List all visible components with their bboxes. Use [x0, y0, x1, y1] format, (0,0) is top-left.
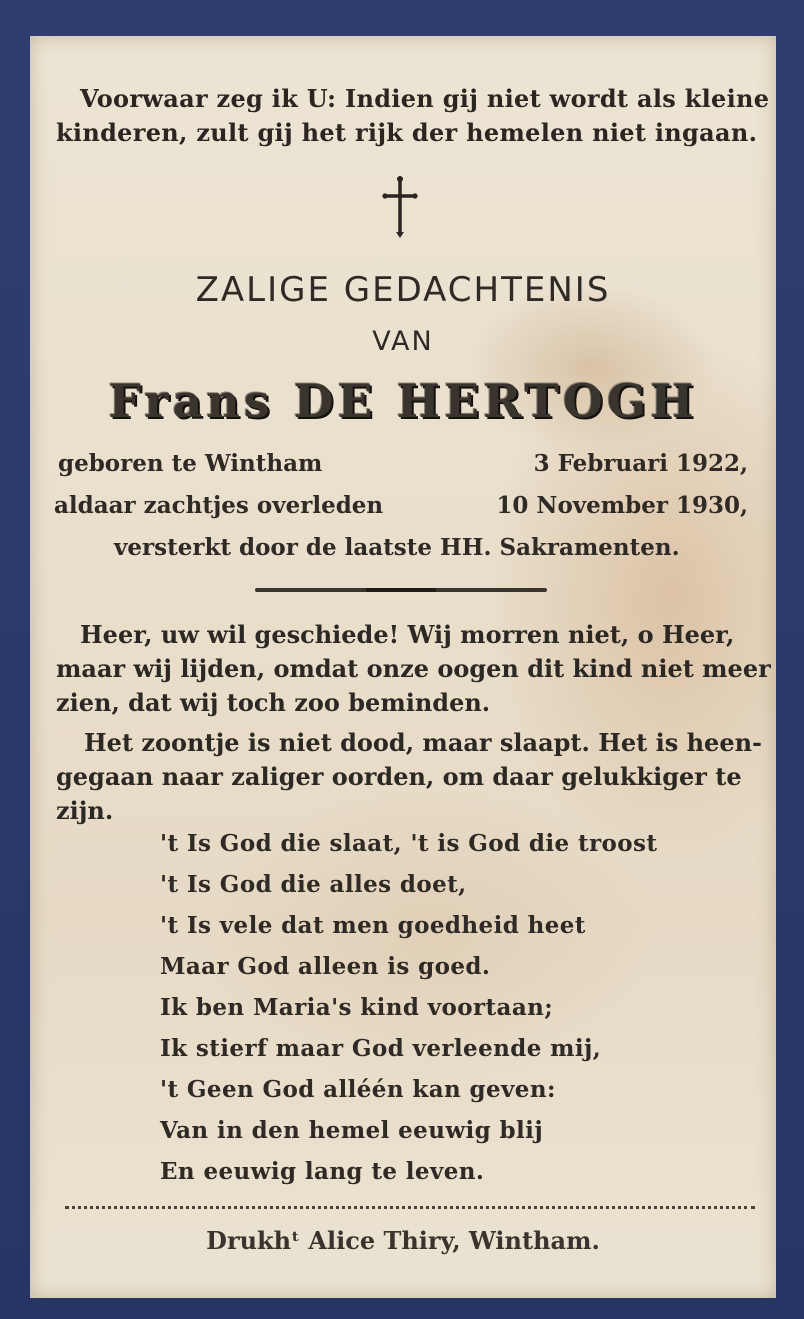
poem-line-8: Van in den hemel eeuwig blij [160, 1117, 544, 1144]
bible-quote-line-2: kinderen, zult gij het rijk der hemelen niet ingaan. [56, 118, 758, 147]
poem-line-4: Maar God alleen is goed. [160, 953, 491, 980]
death-date: 10 November 1930, [496, 492, 748, 519]
death-label: aldaar zachtjes overleden [54, 492, 384, 519]
divider-rule [255, 588, 547, 592]
poem-line-3: 't Is vele dat men goedheid heet [160, 912, 586, 939]
cross-icon [380, 176, 420, 240]
dotted-separator [65, 1206, 755, 1209]
birth-date: 3 Februari 1922, [533, 450, 748, 477]
heading-title: ZALIGE GEDACHTENIS [195, 270, 611, 310]
poem-line-2: 't Is God die alles doet, [160, 871, 467, 898]
paragraph-2-line-1: Het zoontje is niet dood, maar slaapt. Het is heen- [84, 728, 762, 757]
paragraph-1-line-2: maar wij lijden, omdat onze oogen dit kind niet meer [56, 654, 771, 683]
bible-quote-line-1: Voorwaar zeg ik U: Indien gij niet wordt als kleine [80, 84, 770, 113]
poem-line-1: 't Is God die slaat, 't is God die troost [160, 830, 658, 857]
poem-line-5: Ik ben Maria's kind voortaan; [160, 994, 554, 1021]
heading-van: VAN [372, 326, 434, 357]
card-paper [30, 36, 776, 1298]
paragraph-2-line-2: gegaan naar zaliger oorden, om daar gelukkiger te [56, 762, 742, 791]
poem-line-6: Ik stierf maar God verleende mij, [160, 1035, 602, 1062]
birth-label: geboren te Wintham [58, 450, 323, 477]
paragraph-2-line-3: zijn. [56, 796, 114, 825]
paragraph-1-line-3: zien, dat wij toch zoo beminden. [56, 688, 491, 717]
poem-line-9: En eeuwig lang te leven. [160, 1158, 485, 1185]
sacraments-line: versterkt door de laatste HH. Sakramenten. [114, 534, 680, 561]
deceased-name: Frans DE HERTOGH [108, 374, 698, 428]
paragraph-1-line-1: Heer, uw wil geschiede! Wij morren niet, o Heer, [80, 620, 735, 649]
poem-line-7: 't Geen God alléén kan geven: [160, 1076, 556, 1103]
printer-credit: Drukhᵗ Alice Thiry, Wintham. [206, 1226, 600, 1255]
